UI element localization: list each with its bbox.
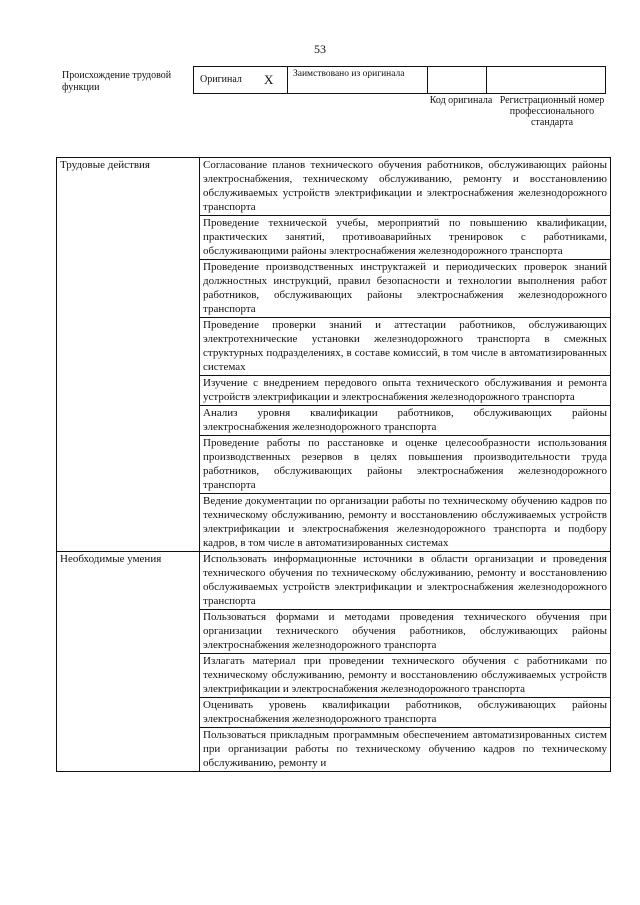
table-cell: Использовать информационные источники в области организации и проведения технического обучения по техническому обслуживанию, ремонту и восстановлению обслуживаемых устройств электрификации и электроснабжения железнодорожного транспорта [200,552,611,610]
registration-number-label: Регистрационный номер профессионального стандарта [499,95,605,128]
function-table [56,157,611,772]
table-row [57,158,611,216]
original-code-cell [427,67,486,93]
table-cell: Проведение работы по расстановке и оценке целесообразности использования производственных резервов в целях повышения производительности труда работников, обслуживающих районы электроснабжения железнодорожного транспорта [200,436,611,494]
origin-label: Происхождение трудовой функции [62,70,172,93]
code-original-label: Код оригинала [429,95,493,106]
table-cell: Изучение с внедрением передового опыта технического обслуживания и ремонта устройств электрификации и электроснабжения железнодорожного транспорта [200,376,611,406]
table-cell: Согласование планов технического обучения работников, обслуживающих районы электроснабжения, техническому обслуживанию, ремонту и восстановлению обслуживаемых устройств электрификации и электроснабжения железнодорожного транспорта [200,158,611,216]
registration-number-cell [486,67,605,93]
table-row [57,552,611,610]
table-cell: Проведение проверки знаний и аттестации работников, обслуживающих электротехнические установки железнодорожного транспорта в смежных структурных подразделениях, в составе комиссий, в том числе в автоматизированных системах [200,318,611,376]
table-cell: Ведение документации по организации работы по техническому обучению кадров по техническому обслуживанию, ремонту и восстановлению обслуживаемых устройств электрификации и электроснабжения железнодорожного транспорта и подбору кадров, в том числе в автоматизированных системах [200,494,611,552]
page-number: 53 [314,42,326,56]
table-cell: Излагать материал при проведении технического обучения с работниками по техническому обслуживанию, ремонту и восстановлению обслуживаемых устройств электрификации и электроснабжения железнодорожного транспорта [200,654,611,698]
table-cell: Пользоваться формами и методами проведения технического обучения при организации технического обучения работников, обслуживающих районы электроснабжения железнодорожного транспорта [200,610,611,654]
table-cell: Проведение производственных инструктажей и периодических проверок знаний должностных инструкций, правил безопасности и технологии выполнения работ работников, обслуживающих районы электроснабжения железнодорожного транспорта [200,260,611,318]
origin-box [193,66,606,94]
table-cell: Анализ уровня квалификации работников, обслуживающих районы электроснабжения железнодорожного транспорта [200,406,611,436]
borrowed-label: Заимствовано из оригинала [287,67,427,93]
table-cell: Пользоваться прикладным программным обеспечением автоматизированных систем при организации работы по техническому обучению кадров по техническому обслуживанию, ремонту и [200,728,611,772]
section-title: Необходимые умения [57,552,200,772]
original-label: Оригинал [200,74,242,85]
table-cell: Оценивать уровень квалификации работников, обслуживающих районы электроснабжения железнодорожного транспорта [200,698,611,728]
original-mark: X [264,72,274,87]
table-cell: Проведение технической учебы, мероприятий по повышению квалификации, практических занятий, противоаварийных тренировок с работниками, обслуживающими районы электроснабжения железнодорожного транспорта [200,216,611,260]
section-title: Трудовые действия [57,158,200,552]
